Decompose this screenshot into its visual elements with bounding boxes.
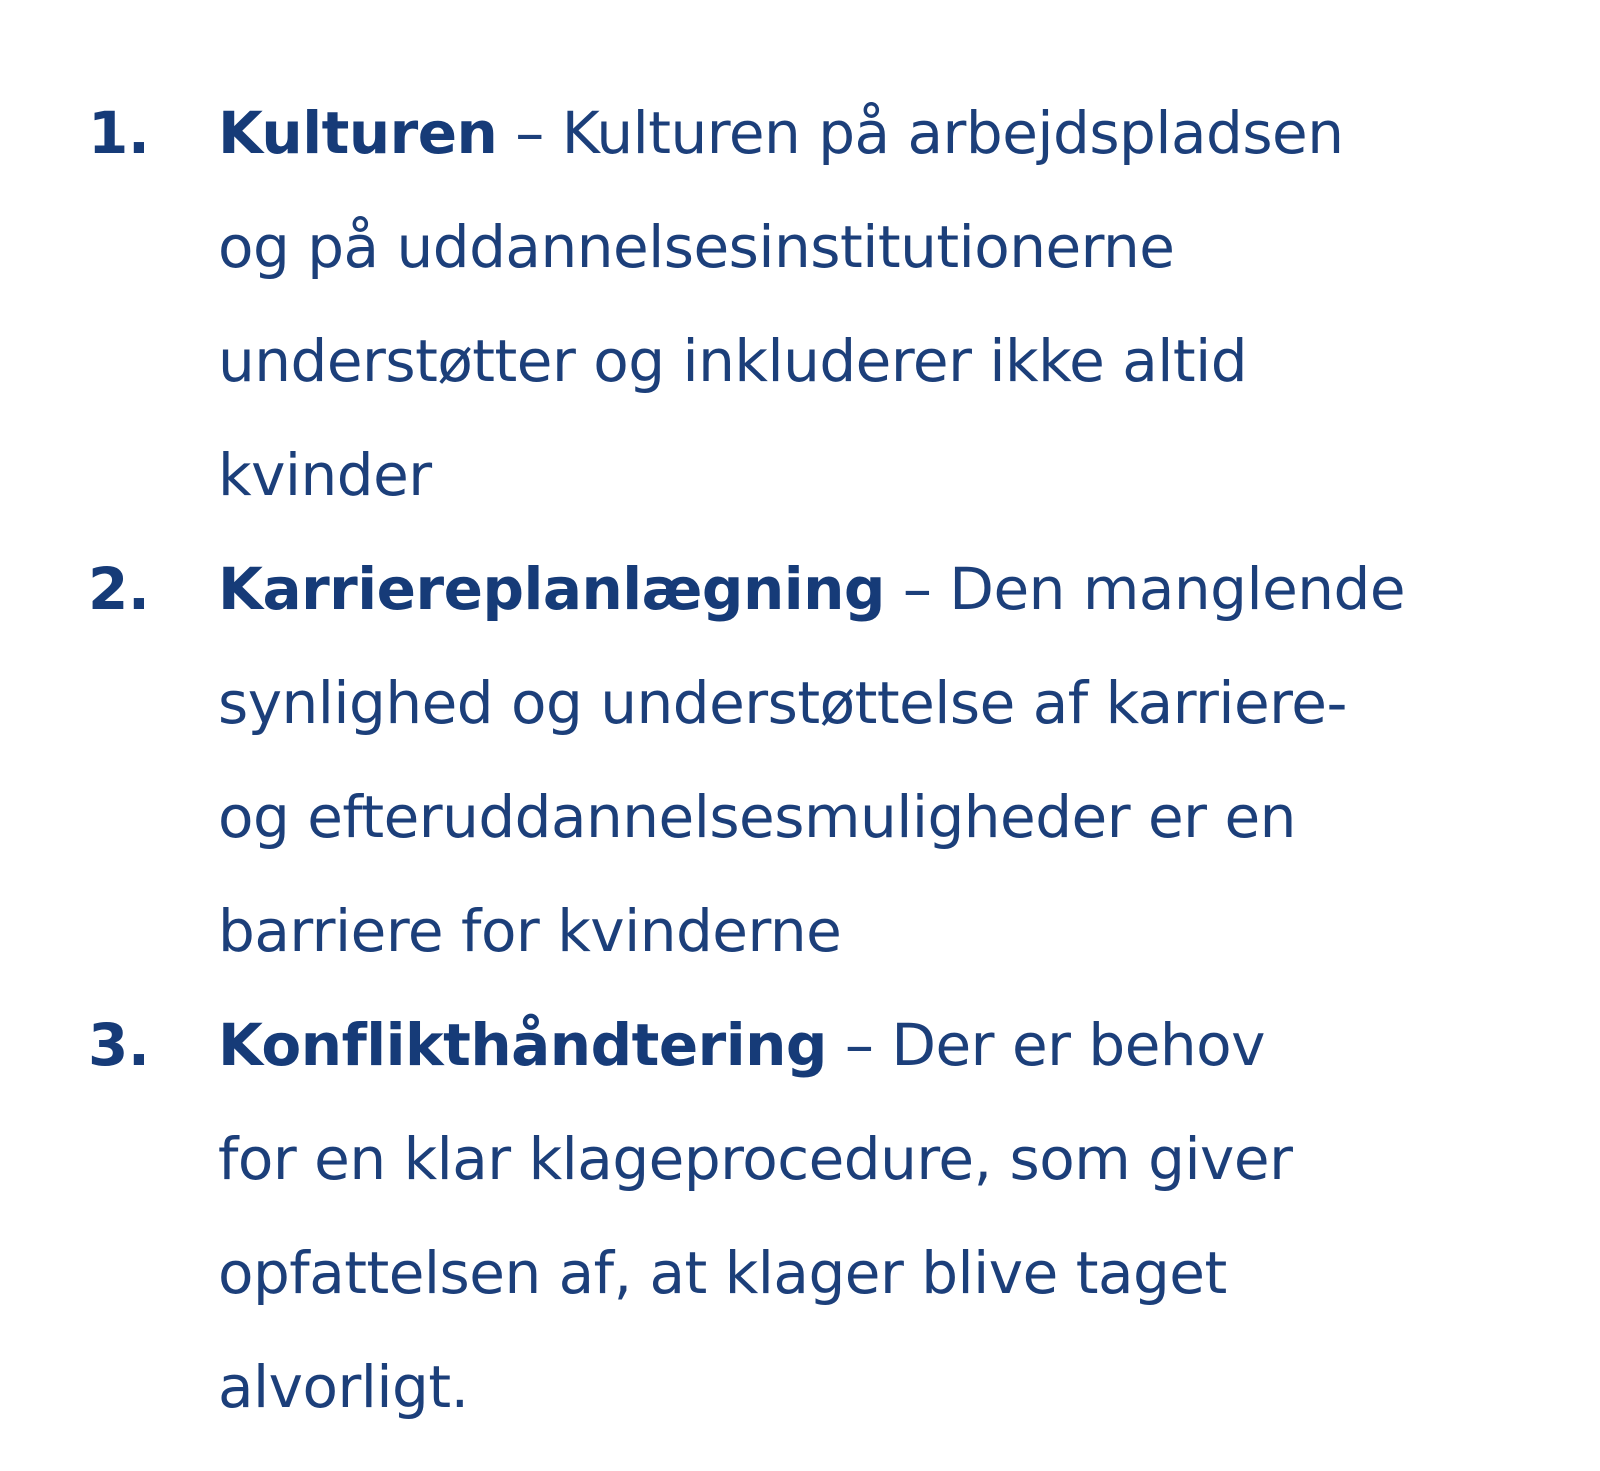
numbered-list <box>0 76 1600 1444</box>
list-item-text-line: og efteruddannelsesmuligheder er en <box>218 783 1296 851</box>
list-item-text-line: understøtter og inkluderer ikke altid <box>218 327 1248 395</box>
list-item-term: Karriereplanlægning <box>218 555 885 623</box>
list-item <box>0 988 1600 1444</box>
list-item <box>0 76 1600 532</box>
list-item-text: – Der er behov <box>826 1011 1265 1079</box>
list-number: 1. <box>88 99 150 167</box>
list-item-first-line <box>218 532 1520 646</box>
list-item-text-line: synlighed og understøttelse af karriere- <box>218 669 1347 737</box>
list-item-text-line: for en klar klageprocedure, som giver <box>218 1125 1293 1193</box>
list-item-text-line: og på uddannelsesinstitutionerne <box>218 213 1175 281</box>
list-number: 2. <box>88 555 150 623</box>
list-item-text-line: opfattelsen af, at klager blive taget <box>218 1239 1227 1307</box>
list-item-term: Konflikthåndtering <box>218 1011 827 1079</box>
list-item-term: Kulturen <box>218 99 498 167</box>
list-item-text-line: alvorligt. <box>218 1353 469 1421</box>
list-item-text: – Kulturen på arbejdspladsen <box>497 99 1344 167</box>
list-item-text-line: barriere for kvinderne <box>218 897 842 965</box>
list-item <box>0 532 1600 988</box>
list-item-text: – Den manglende <box>884 555 1406 623</box>
list-item-text-line: kvinder <box>218 441 432 509</box>
list-number: 3. <box>88 1011 150 1079</box>
list-item-first-line <box>218 76 1520 190</box>
list-item-first-line <box>218 988 1520 1102</box>
